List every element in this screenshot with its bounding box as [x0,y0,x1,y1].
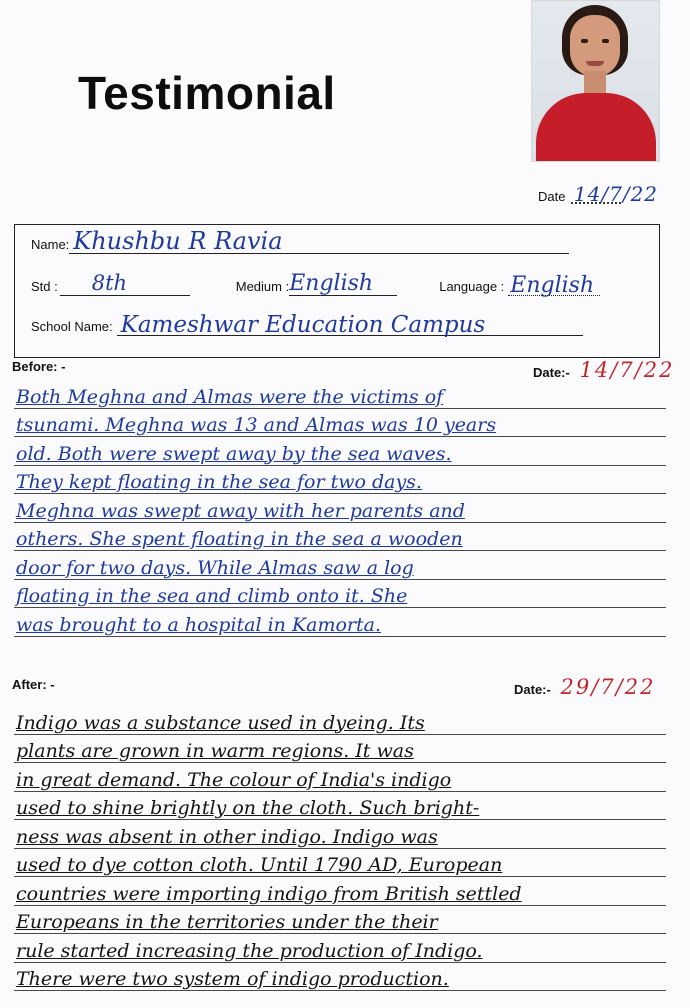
after-date-value: 29/7/22 [560,675,656,699]
after-line-text: Europeans in the territories under the their [16,911,438,933]
top-date [538,182,658,206]
before-line [14,466,666,495]
after-line-text: in great demand. The colour of India's indigo [16,768,452,791]
language-label: Language : [439,279,505,294]
after-line-text: countries were importing indigo from British settled [16,882,522,905]
photo-mouth [586,61,604,66]
after-date [514,675,655,699]
after-line-text: used to dye cotton cloth. Until 1790 AD, European [16,854,503,876]
after-line [14,820,666,849]
before-line-text: was brought to a hospital in Kamorta. [16,613,382,636]
after-line [14,735,666,764]
after-line [14,934,666,963]
before-text-lines [14,380,666,637]
before-label: Before: - [12,359,66,374]
photo-left-eye [581,39,588,43]
before-line-text: others. She spent floating in the sea a wooden [16,528,463,550]
before-line [14,608,666,637]
before-line-text: Meghna was swept away with her parents and [16,499,465,522]
before-line [14,523,666,552]
before-line-text: They kept floating in the sea for two days. [16,471,422,493]
school-label: School Name: [31,319,113,334]
page-title: Testimonial [78,67,336,119]
top-date-label: Date [538,189,566,204]
name-label: Name: [31,237,70,252]
std-medium-language-row [31,273,600,296]
after-line [14,906,666,935]
school-value: Kameshwar Education Campus [120,312,486,338]
school-row [31,313,583,336]
after-line-text: plants are grown in warm regions. It was [16,740,414,762]
after-line [14,792,666,821]
after-line-text: There were two system of indigo production. [16,968,449,990]
top-date-value: 14/7/22 [573,182,659,206]
after-line-text: used to shine brightly on the cloth. Such bright- [16,797,480,819]
before-line-text: Both Meghna and Almas were the victims of [16,385,444,408]
before-line [14,580,666,609]
photo-face [570,15,620,77]
before-date-label: Date:- [533,365,570,380]
after-line [14,849,666,878]
after-line [14,706,666,735]
photo-right-eye [602,39,609,43]
before-line [14,494,666,523]
before-line [14,437,666,466]
after-line [14,763,666,792]
before-line [14,380,666,409]
after-date-label: Date:- [514,682,551,697]
medium-line [289,273,397,296]
before-date [533,358,674,382]
top-date-dots [571,202,621,204]
student-photo [531,0,660,162]
before-line-text: floating in the sea and climb onto it. She [16,585,408,607]
language-value: English [510,273,595,298]
before-line-text: tsunami. Meghna was 13 and Almas was 10 years [16,414,497,436]
student-info-box [14,224,660,358]
school-line [117,313,583,336]
after-label: After: - [12,677,55,692]
language-line [508,273,600,296]
after-text-lines [14,706,666,991]
after-line-text: rule started increasing the production of Indigo. [16,939,483,962]
medium-label: Medium : [235,279,290,294]
medium-value: English [289,271,374,296]
before-line-text: old. Both were swept away by the sea waves. [16,442,452,465]
after-line-text: Indigo was a substance used in dyeing. Its [16,711,425,734]
after-line [14,963,666,992]
after-line [14,877,666,906]
name-value: Khushbu R Ravia [73,227,283,255]
before-line-text: door for two days. While Almas saw a log [16,556,414,579]
before-line [14,409,666,438]
before-date-value: 14/7/22 [579,358,675,382]
after-line-text: ness was absent in other indigo. Indigo was [16,825,438,848]
std-label: Std : [31,279,58,294]
std-line [60,273,190,296]
name-row [31,227,569,255]
name-line [69,227,569,255]
std-value: 8th [91,271,128,295]
before-line [14,551,666,580]
